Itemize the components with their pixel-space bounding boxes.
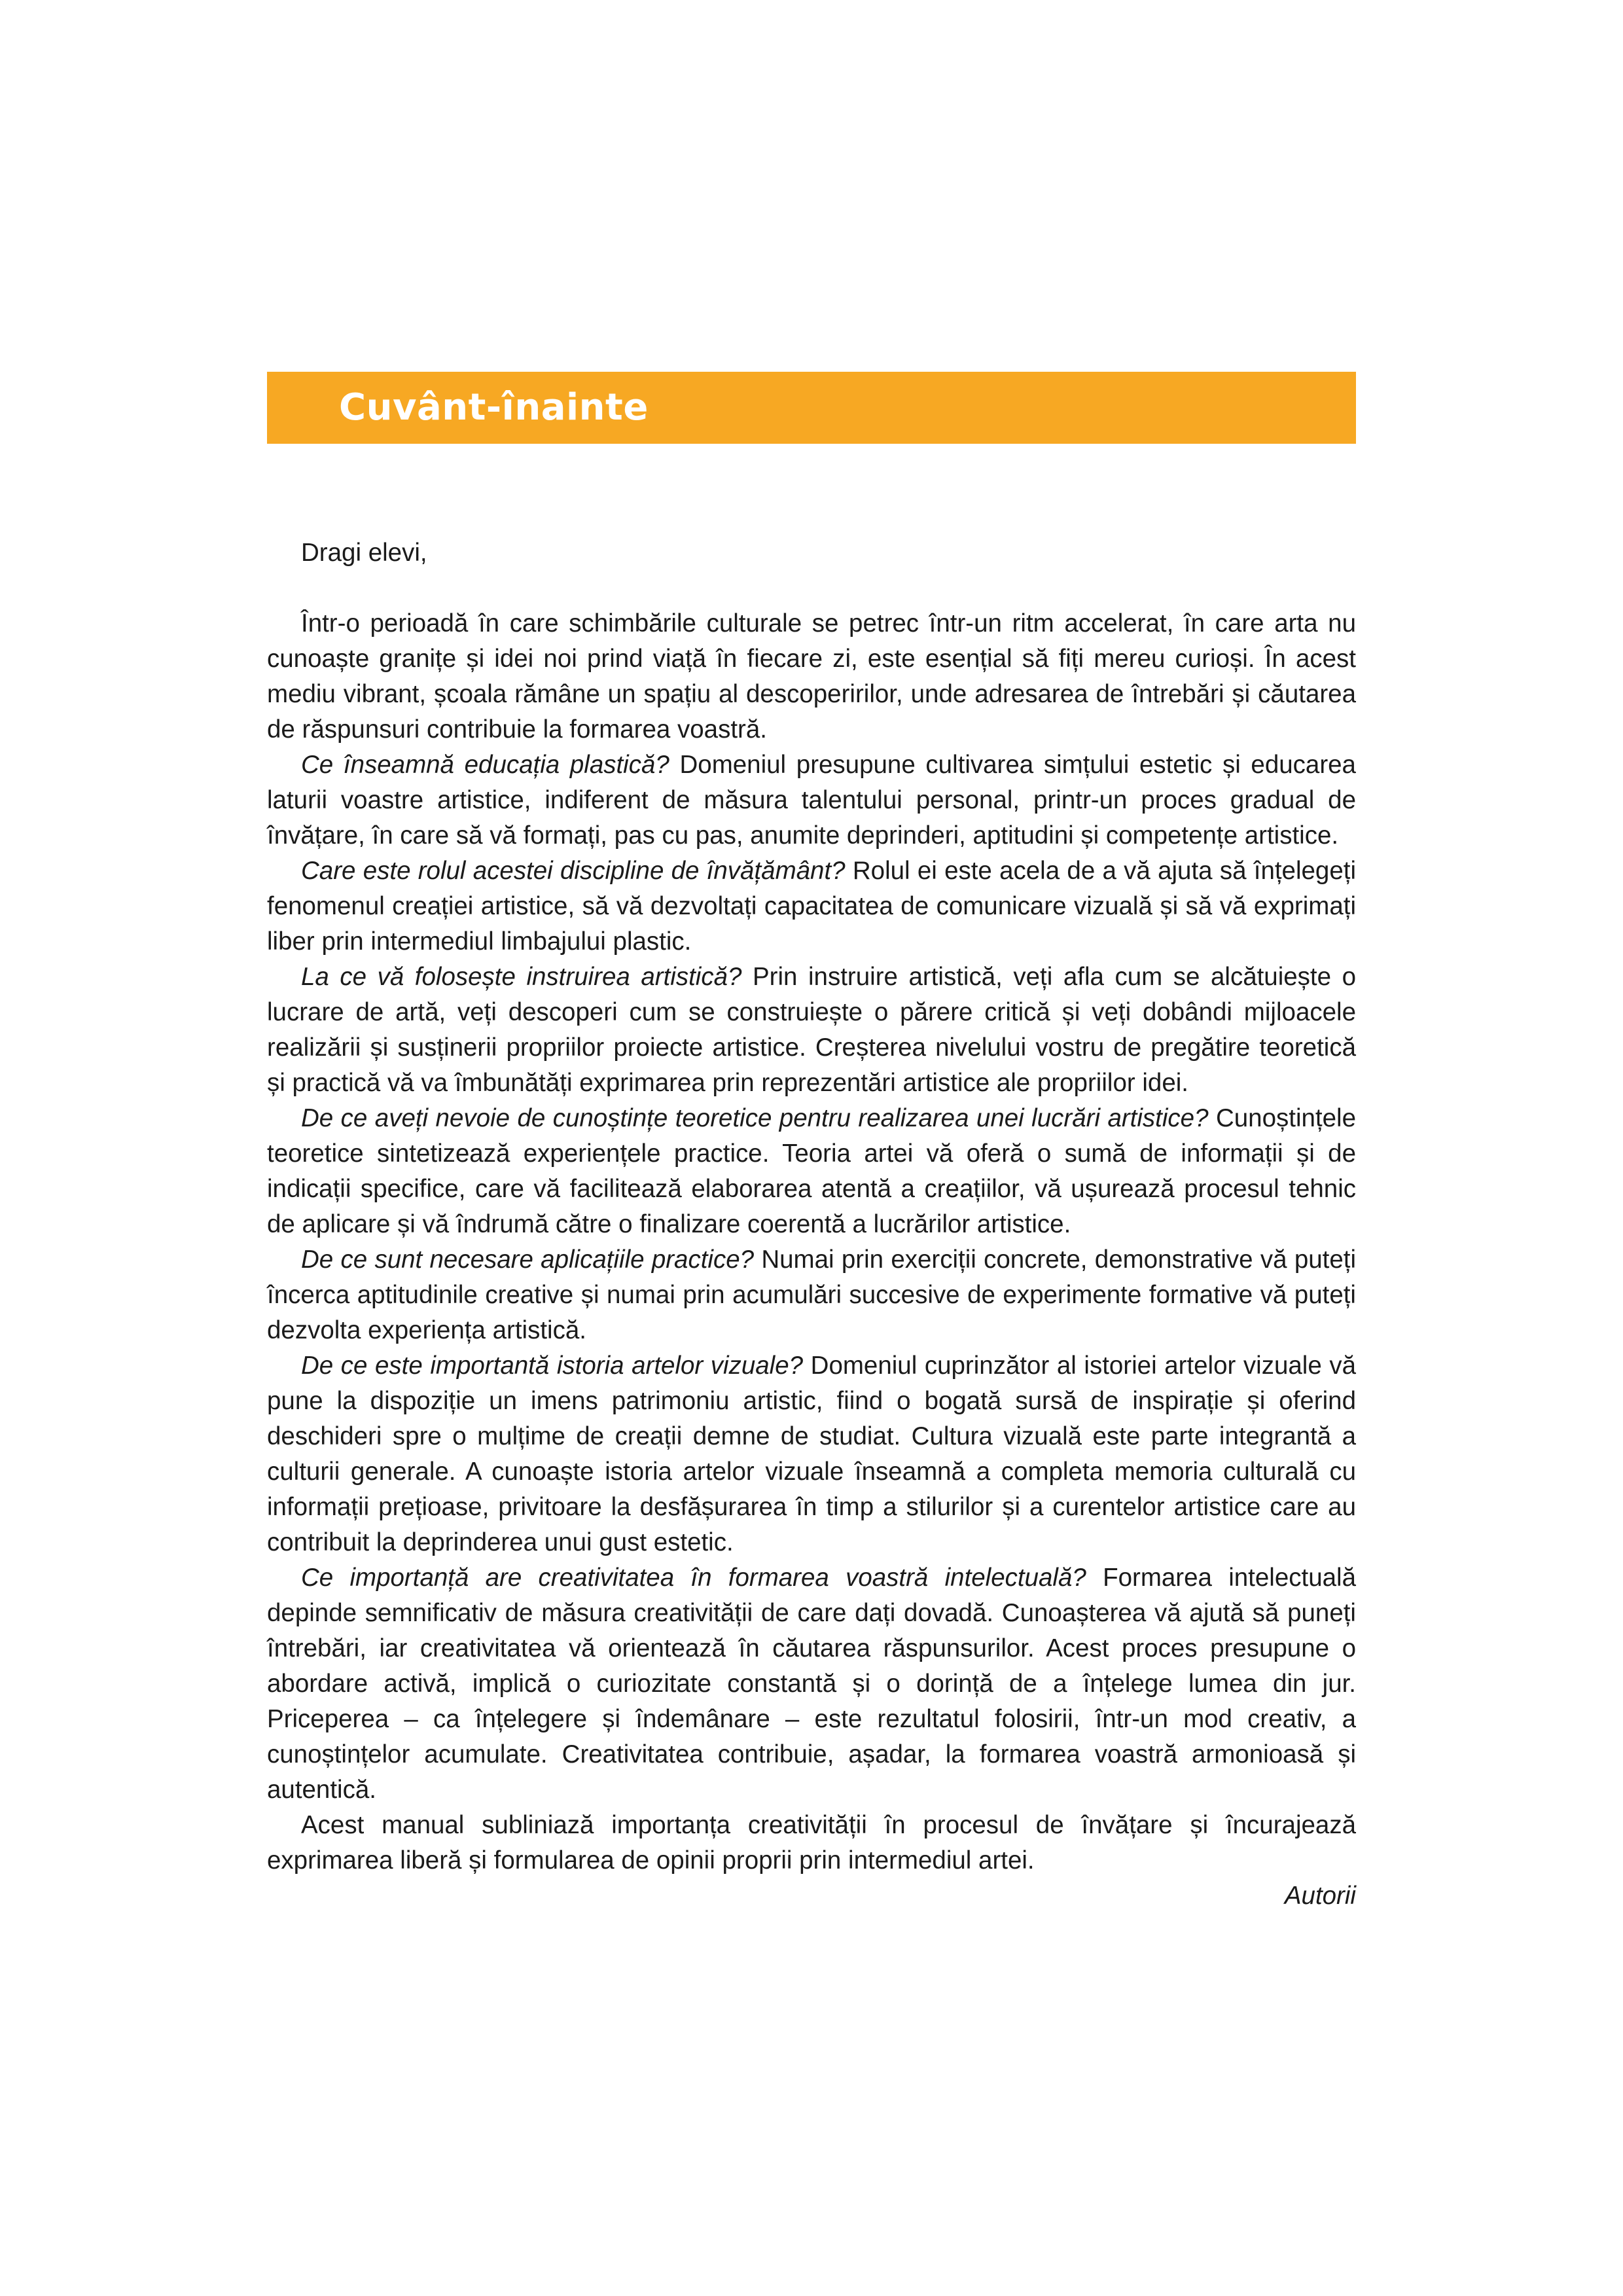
question-text: De ce sunt necesare aplicațiile practice? [301, 1246, 755, 1274]
signature: Autorii [1284, 1882, 1356, 1910]
greeting: Dragi elevi, [301, 539, 427, 567]
answer-text: Cunoștințele teoretice sintetizează experiențele practice. Teoria artei vă oferă o sumă de informații și de indicații specifice, care vă facilitează elaborarea atentă a creațiilor, vă ușurează procesul tehnic de aplicare și vă îndrumă către o finalizare coerentă a lucrărilor artistice. [267, 1104, 1356, 1238]
answer-text: Numai prin exerciții concrete, demonstrative vă puteți încerca aptitudinile creative și numai prin acumulări succesive de experimente formative vă puteți dezvolta experiența artistică. [267, 1246, 1357, 1344]
paragraph-discipline-role [267, 853, 1356, 960]
paragraph-theory [267, 1101, 1356, 1242]
question-text: Care este rolul acestei discipline de învățământ? [301, 857, 846, 885]
question-text: De ce este importantă istoria artelor vizuale? [301, 1352, 804, 1380]
paragraph-art-history [267, 1348, 1356, 1560]
paragraph-artistic-training [267, 960, 1356, 1101]
page-title: Cuvânt-înainte [339, 386, 649, 429]
answer-text: Domeniul presupune cultivarea simțului estetic și educarea laturii voastre artistice, indiferent de măsura talentului personal, printr-un proces gradual de învățare, în care să vă formați, pas cu pas, anumite deprinderi, aptitudini și competențe artistice. [267, 751, 1356, 850]
question-text: La ce vă folosește instruirea artistică? [301, 963, 742, 991]
answer-text: Formarea intelectuală depinde semnificativ de măsura creativității de care dați dovadă. Cunoașterea vă ajută să puneți întrebări, iar creativitatea vă orientează în căutarea răspunsurilor. Acest proces presupune o abordare activă, implică o curiozitate constantă și o dorință de a înțelege lumea din jur. Priceperea – ca înțelegere și îndemânare – este rezultatul folosirii, într-un mod creativ, a cunoștințelor acumulate. Creativitatea contribuie, așadar, la formarea voastră armonioasă și autentică. [267, 1564, 1356, 1804]
foreword-body [267, 535, 1356, 1914]
intro-paragraph: Într-o perioadă în care schimbările culturale se petrec într-un ritm accelerat, în care arta nu cunoaște granițe și idei noi prind viață în fiecare zi, este esențial să fiți mereu curioși. În acest mediu vibrant, școala rămâne un spațiu al descoperirilor, unde adresarea de întrebări și căutarea de răspunsuri contribuie la formarea voastră. [267, 609, 1356, 744]
question-text: Ce importanță are creativitatea în formarea voastră intelectuală? [301, 1564, 1086, 1592]
answer-text: Domeniul cuprinzător al istoriei artelor vizuale vă pune la dispoziție un imens patrimoniu artistic, fiind o bogată sursă de inspirație și oferind deschideri spre o mulțime de creații demne de studiat. Cultura vizuală este parte integrantă a culturii generale. A cunoaște istoria artelor vizuale înseamnă a completa memoria culturală cu informații prețioase, privitoare la desfășurarea în timp a stilurilor și a curentelor artistice care au contribuit la deprinderea unui gust estetic. [267, 1352, 1356, 1556]
paragraph-practice [267, 1242, 1356, 1348]
question-text: Ce înseamnă educația plastică? [301, 751, 669, 779]
answer-text: Rolul ei este acela de a vă ajuta să înțelegeți fenomenul creației artistice, să vă dezvoltați capacitatea de comunicare vizuală și să vă exprimați liber prin intermediul limbajului plastic. [267, 857, 1357, 956]
closing-paragraph: Acest manual subliniază importanța creativității în procesul de învățare și încurajează exprimarea liberă și formularea de opinii proprii prin intermediul artei. [267, 1811, 1356, 1874]
question-text: De ce aveți nevoie de cunoștințe teoretice pentru realizarea unei lucrări artistice? [301, 1104, 1209, 1132]
answer-text: Prin instruire artistică, veți afla cum se alcătuiește o lucrare de artă, veți descoperi cum se construiește o părere critică și veți dobândi mijloacele realizării și susținerii propriilor proiecte artistice. Creșterea nivelului vostru de pregătire teoretică și practică vă va îmbunătăți exprimarea prin reprezentări artistice ale propriilor idei. [267, 963, 1357, 1097]
paragraph-plastic-education [267, 747, 1356, 853]
section-title-bar [267, 372, 1356, 444]
paragraph-creativity [267, 1560, 1356, 1808]
